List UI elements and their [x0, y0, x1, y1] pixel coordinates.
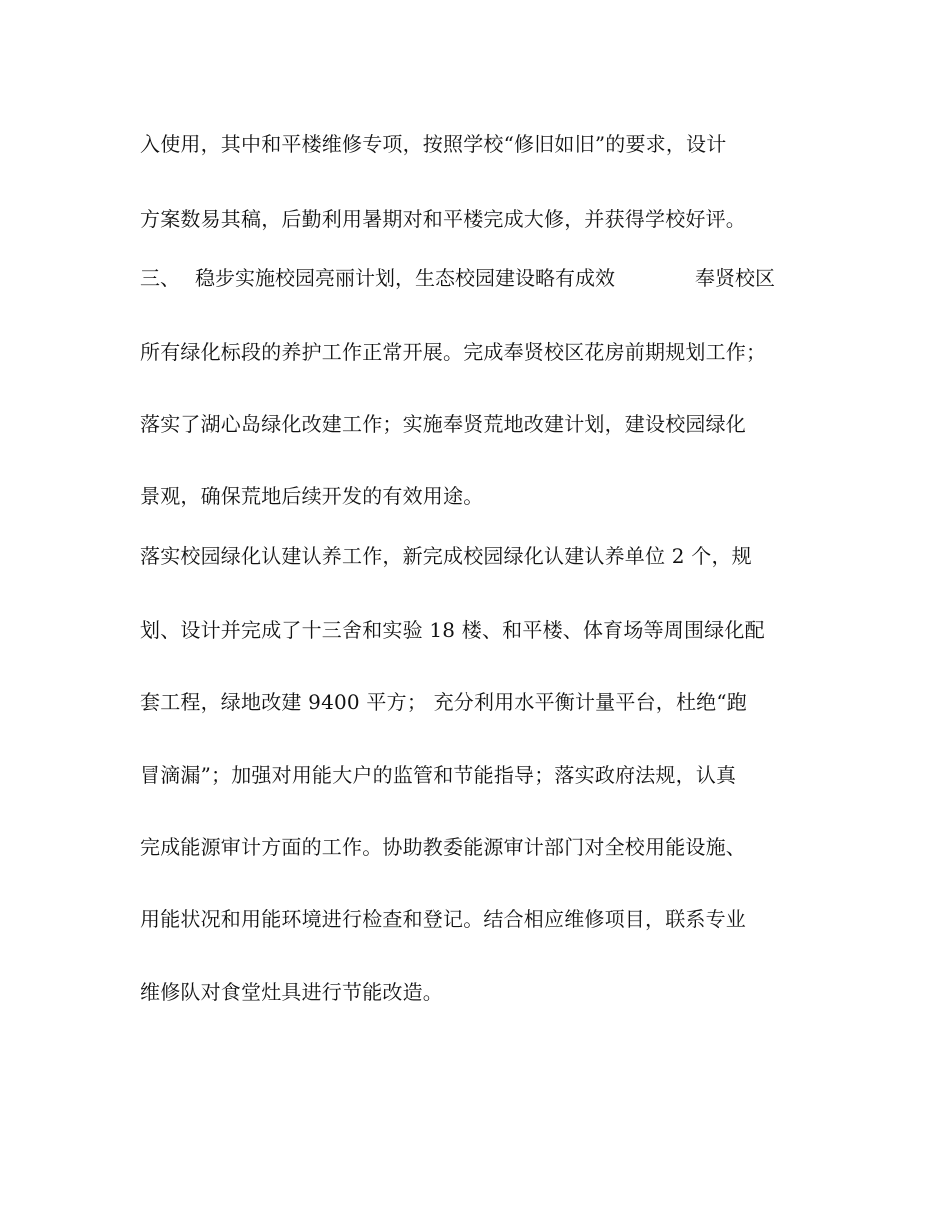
text-line: 冒滴漏”；加强对用能大户的监管和节能指导；落实政府法规，认真 — [140, 763, 737, 787]
text-line: 所有绿化标段的养护工作正常开展。完成奉贤校区花房前期规划工作； — [140, 340, 767, 364]
text-line: 套工程，绿地改建 9400 平方； 充分利用水平衡计量平台，杜绝“跑 — [140, 690, 747, 714]
text-line: 用能状况和用能环境进行检查和登记。结合相应维修项目，联系专业 — [140, 907, 746, 931]
text-line: 方案数易其稿，后勤利用暑期对和平楼完成大修，并获得学校好评。 — [140, 207, 746, 231]
text-line: 景观，确保荒地后续开发的有效用途。 — [140, 484, 484, 508]
text-line: 落实校园绿化认建认养工作，新完成校园绿化认建认养单位 2 个，规 — [140, 544, 752, 568]
section-title: 稳步实施校园亮丽计划，生态校园建设略有成效 — [195, 266, 615, 290]
text-line: 入使用，其中和平楼维修专项，按照学校“修旧如旧”的要求，设计 — [140, 132, 727, 156]
section-number: 三、 — [140, 266, 180, 290]
section-first-line-tail: 奉贤校区 — [695, 266, 775, 290]
text-line: 完成能源审计方面的工作。协助教委能源审计部门对全校用能设施、 — [140, 835, 746, 859]
text-line: 落实了湖心岛绿化改建工作；实施奉贤荒地改建计划，建设校园绿化 — [140, 412, 746, 436]
text-line: 维修队对食堂灶具进行节能改造。 — [140, 980, 443, 1004]
text-line: 划、设计并完成了十三舍和实验 18 楼、和平楼、体育场等周围绿化配 — [140, 618, 765, 642]
